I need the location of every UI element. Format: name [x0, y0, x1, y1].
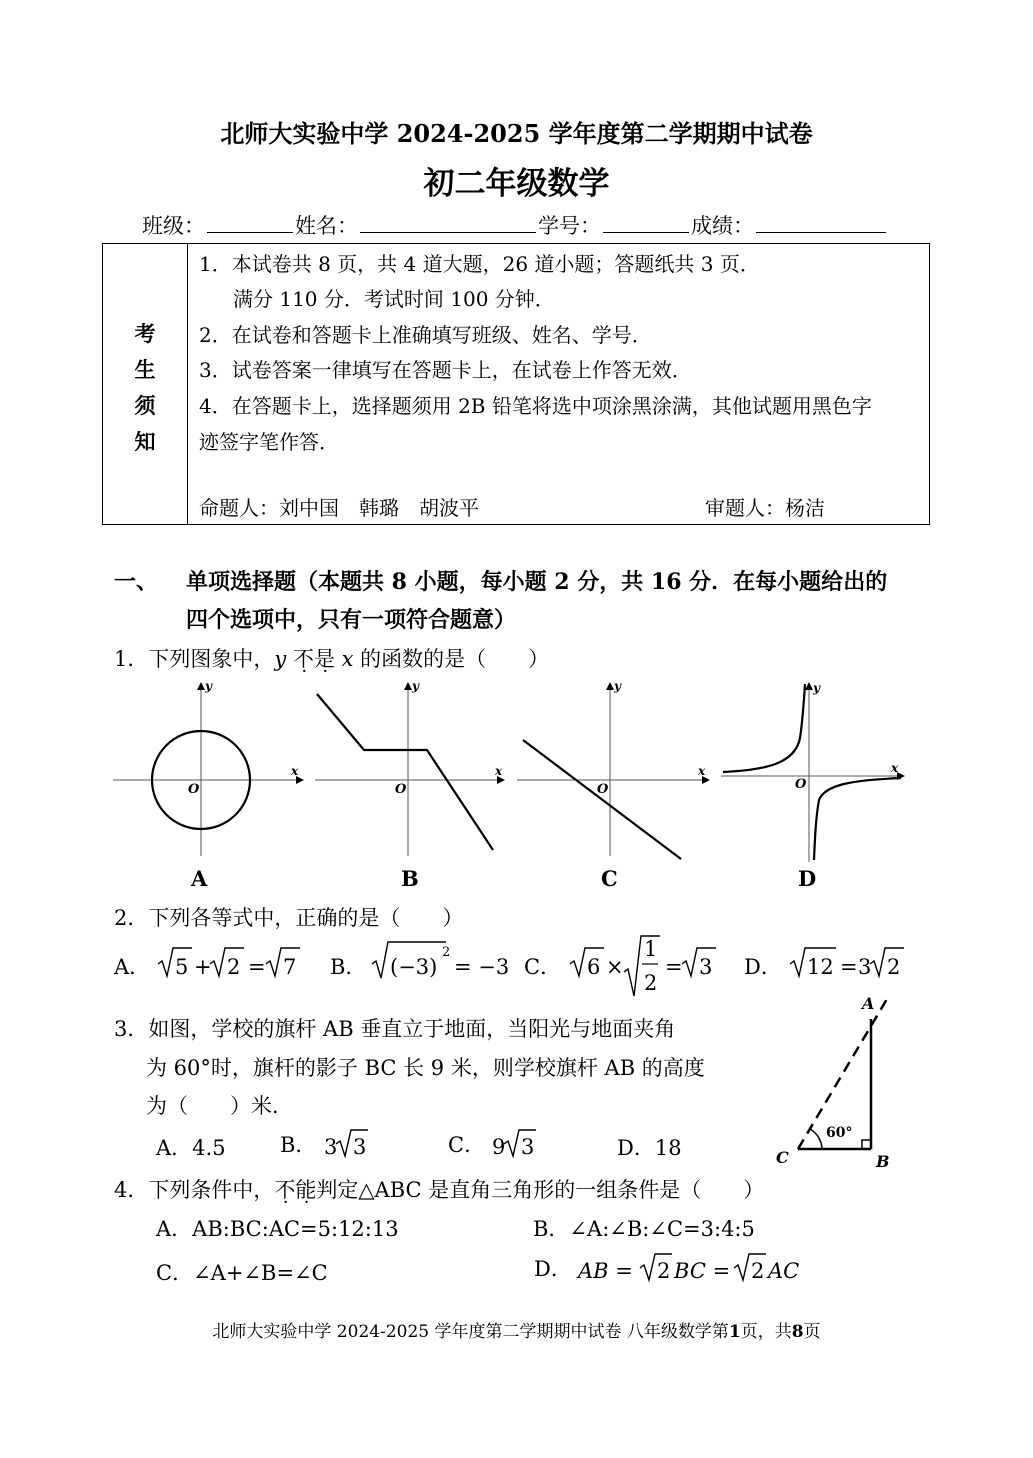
page-footer: 北师大实验中学 2024-2025 学年度第二学期期中试卷 八年级数学第1页，共8页: [212, 1322, 821, 1342]
flagpole-figure: [770, 985, 900, 1175]
svg-text:O: O: [795, 777, 807, 792]
q4-option-c: C．∠A+∠B=∠C: [156, 1261, 328, 1285]
angle-arc: [810, 1129, 822, 1149]
exam-subtitle: 初二年级数学: [423, 166, 610, 202]
question-4-stem: 4．下列条件中，不能判定△ABC 是直角三角形的一组条件是（ ）: [114, 1178, 765, 1202]
svg-text:B: B: [876, 1152, 890, 1171]
score-label: 成绩：: [691, 214, 754, 238]
svg-text:3: 3: [521, 1135, 535, 1159]
svg-text:2: 2: [644, 971, 658, 995]
section-title-line2: 四个选项中，只有一项符合题意）: [186, 607, 517, 633]
svg-text:x: x: [891, 761, 899, 775]
q2-opt-a-label: A．: [114, 955, 151, 979]
notice-item-4: 4．在答题卡上，选择题须用 2B 铅笔将选中项涂黑涂满，其他试题用黑色字: [199, 394, 872, 418]
svg-text:3: 3: [353, 1135, 367, 1159]
q4-option-b: B．∠A:∠B:∠C=3:4:5: [533, 1217, 755, 1241]
svg-text:9: 9: [492, 1135, 506, 1159]
svg-text:y: y: [205, 679, 212, 693]
question-1-stem: 1．下列图象中，y 不是 x 的函数的是（ ）: [114, 647, 550, 671]
svg-text:3: 3: [699, 955, 713, 979]
svg-text:x: x: [291, 764, 299, 778]
question-3-line3: 为（ ）米．: [146, 1094, 293, 1118]
emphasis-bu: 不: [292, 647, 314, 671]
svg-text:D．: D．: [534, 1257, 572, 1281]
notice-item-1b: 满分 110 分．考试时间 100 分钟．: [233, 287, 555, 311]
svg-text:5: 5: [175, 955, 189, 979]
svg-text:AB =: AB =: [578, 1259, 633, 1283]
svg-text:2: 2: [751, 1259, 765, 1283]
svg-text:A: A: [862, 994, 875, 1013]
svg-text:12: 12: [807, 955, 834, 979]
right-angle-mark: [862, 1140, 871, 1149]
class-label: 班级：: [142, 214, 205, 238]
class-blank[interactable]: [207, 212, 293, 233]
svg-text:y: y: [614, 679, 621, 693]
emphasis-neng: 能: [295, 1178, 317, 1202]
q3-option-d: D．18: [617, 1136, 682, 1160]
q4-option-a: A．AB:BC:AC=5:12:13: [156, 1217, 399, 1241]
svg-text:C: C: [776, 1148, 789, 1167]
notice-reviewer: 审题人：杨洁: [705, 496, 825, 520]
notice-heading: 考 生 须 知: [134, 321, 156, 454]
svg-text:2: 2: [442, 945, 451, 960]
section-number: 一、: [114, 569, 159, 595]
svg-text:+: +: [194, 955, 212, 979]
id-blank[interactable]: [603, 212, 689, 233]
svg-text:=: =: [665, 955, 683, 979]
svg-text:2: 2: [227, 955, 241, 979]
svg-text:BC =: BC =: [674, 1259, 731, 1283]
notice-item-2: 2．在试卷和答题卡上准确填写班级、姓名、学号．: [199, 323, 652, 347]
svg-text:x: x: [698, 764, 706, 778]
notice-item-4b: 迹签字笔作答．: [199, 430, 339, 454]
notice-item-3: 3．试卷答案一律填写在答题卡上，在试卷上作答无效．: [199, 358, 692, 382]
graph-label-a: A: [191, 866, 208, 890]
straight-line: [523, 740, 681, 859]
name-label: 姓名：: [295, 214, 358, 238]
svg-text:60°: 60°: [826, 1125, 853, 1141]
q3-options-bc: [278, 1124, 538, 1164]
exam-title: 北师大实验中学 2024-2025 学年度第二学期期中试卷: [220, 119, 813, 148]
emphasis-bu: 不: [274, 1178, 296, 1202]
svg-text:=: =: [840, 955, 858, 979]
svg-text:1: 1: [644, 937, 658, 961]
graph-c: [517, 679, 708, 890]
section-title-line1: 单项选择题（本题共 8 小题，每小题 2 分，共 16 分．在每小题给出的: [186, 569, 888, 595]
q2-opt-b-label: B．: [330, 955, 367, 979]
svg-text:AC: AC: [768, 1259, 800, 1283]
page-total: 8: [791, 1322, 804, 1342]
q4-option-d: [530, 1248, 810, 1288]
hyperbola-right: [814, 778, 901, 860]
svg-text:=: =: [248, 955, 266, 979]
svg-text:(−3): (−3): [390, 955, 438, 979]
svg-text:O: O: [395, 782, 407, 797]
svg-text:= −3: = −3: [454, 955, 510, 979]
svg-text:O: O: [597, 782, 609, 797]
svg-text:2: 2: [887, 955, 901, 979]
question-1-graphs: [105, 676, 915, 890]
svg-text:x: x: [495, 764, 503, 778]
graph-label-c: C: [601, 866, 618, 890]
notice-box: [102, 243, 930, 525]
q3-option-a: A．4.5: [156, 1136, 226, 1160]
id-label: 学号：: [538, 214, 601, 238]
q2-opt-d-label: D．: [744, 955, 782, 979]
svg-text:O: O: [188, 782, 200, 797]
question-3-line1: 3．如图，学校的旗杆 AB 垂直立于地面，当阳光与地面夹角: [114, 1017, 676, 1041]
svg-text:3: 3: [324, 1135, 338, 1159]
page-number: 1: [728, 1322, 741, 1342]
q3-opt-c-label: C．: [448, 1133, 486, 1157]
notice-item-1: 1．本试卷共 8 页，共 4 道大题，26 道小题；答题纸共 3 页．: [199, 252, 760, 276]
notice-divider: [187, 244, 188, 524]
svg-text:6: 6: [587, 955, 601, 979]
q2-opt-c-label: C．: [524, 955, 562, 979]
piecewise-line: [317, 694, 493, 850]
graph-a: [113, 679, 302, 890]
q3-opt-b-label: B．: [280, 1133, 317, 1157]
notice-authors: 命题人：刘中国 韩璐 胡波平: [199, 496, 479, 520]
name-blank[interactable]: [360, 212, 536, 233]
emphasis-shi: 是: [313, 647, 335, 671]
svg-text:y: y: [813, 681, 820, 695]
graph-b: [315, 679, 503, 890]
svg-text:2: 2: [657, 1259, 671, 1283]
question-2-stem: 2．下列各等式中，正确的是（ ）: [114, 906, 464, 930]
score-blank[interactable]: [756, 212, 886, 233]
question-3-line2: 为 60°时，旗杆的影子 BC 长 9 米，则学校旗杆 AB 的高度: [146, 1056, 705, 1080]
svg-text:3: 3: [858, 955, 872, 979]
student-info-row: [142, 210, 888, 240]
graph-label-b: B: [401, 866, 419, 890]
graph-d: [721, 681, 903, 890]
svg-text:×: ×: [606, 955, 624, 979]
svg-text:7: 7: [283, 955, 297, 979]
graph-label-d: D: [798, 866, 817, 890]
svg-text:y: y: [412, 679, 419, 693]
hyperbola-left: [723, 684, 805, 772]
